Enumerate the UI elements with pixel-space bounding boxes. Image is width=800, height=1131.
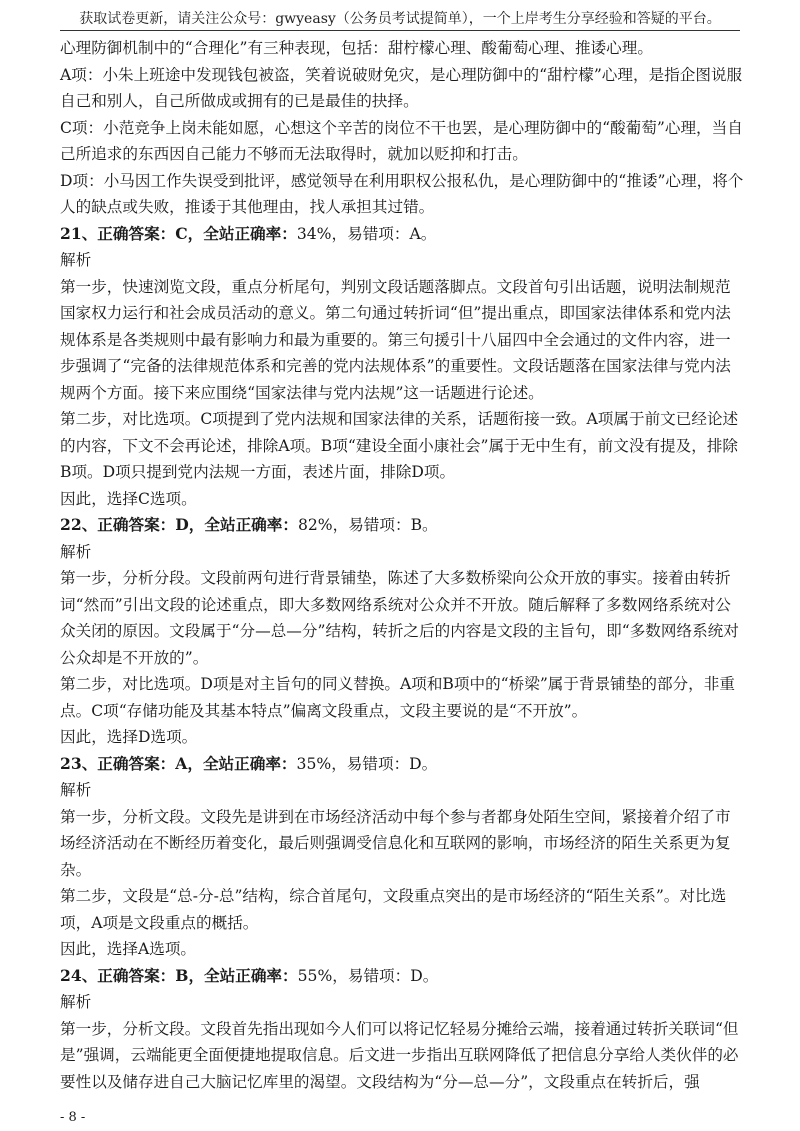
analysis-paragraph: 第二步，对比选项。C项提到了党内法规和国家法律的关系，话题衔接一致。A项属于前文已经论述的内容，下文不会再论述，排除A项。B项“建设全面小康社会”属于无中生有，前文没有提及，排除B项。D项只提到党内法规一方面，表述片面，排除D项。	[60, 410, 739, 481]
analysis-label: 解析	[60, 781, 92, 799]
answer-rest: 55%，易错项：D。	[297, 966, 439, 985]
question-section-21	[60, 221, 744, 513]
intro-line: A项：小朱上班途中发现钱包被盗，笑着说破财免灾，是心理防御中的“甜柠檬”心理，是指企图说服自己和别人，自己所做成或拥有的已是最佳的抉择。	[60, 65, 743, 110]
intro-line: C项：小范竞争上岗未能如愿，心想这个辛苦的岗位不干也罢，是心理防御中的“酸葡萄”心理，当自己所追求的东西因自己能力不够而无法取得时，就加以贬抑和打击。	[60, 118, 743, 163]
answer-line	[60, 512, 744, 539]
page-number: - 8 -	[60, 1110, 86, 1125]
answer-line	[60, 963, 744, 990]
page-header	[60, 8, 740, 31]
conclusion: 因此，选择C选项。	[60, 489, 197, 508]
analysis-paragraph: 第一步，分析文段。文段首先指出现如今人们可以将记忆轻易分摊给云端，接着通过转折关联词“但是”强调，云端能更全面便捷地提取信息。后文进一步指出互联网降低了把信息分享给人类伙伴的必要性以及储存进自己大脑记忆库里的渴望。文段结构为“分—总—分”，文段重点在转折后，强	[60, 1019, 739, 1091]
header-notice: 获取试卷更新，请关注公众号：gwyeasy（公务员考试提简单），一个上岸考生分享经验和答疑的平台。	[79, 11, 721, 27]
answer-rest: 35%，易错项：D。	[296, 754, 438, 773]
analysis-paragraph: 第一步，分析分段。文段前两句进行背景铺垫，陈述了大多数桥梁向公众开放的事实。接着由转折词“然而”引出文段的论述重点，即大多数网络系统对公众并不开放。随后解释了多数网络系统对公众关闭的原因。文段属于“分—总—分”结构，转折之后的内容是文段的主旨句，即“多数网络系统对公众却是不开放的”。	[60, 569, 739, 667]
answer-line	[60, 221, 744, 248]
conclusion: 因此，选择A选项。	[60, 940, 197, 958]
analysis-label: 解析	[60, 542, 92, 561]
answer-label: 21、正确答案：C，全站正确率：	[60, 223, 297, 243]
answer-rest: 82%，易错项：B。	[297, 516, 438, 534]
question-section-23	[60, 751, 744, 963]
answer-label: 24、正确答案：B，全站正确率：	[60, 965, 298, 985]
question-section-22	[60, 512, 744, 751]
analysis-label: 解析	[60, 993, 92, 1011]
analysis-paragraph: 第二步，对比选项。D项是对主旨句的同义替换。A项和B项中的“桥梁”属于背景铺垫的部分，非重点。C项“存储功能及其基本特点”偏离文段重点，文段主要说的是“不开放”。	[60, 675, 735, 720]
analysis-paragraph: 第一步，快速浏览文段，重点分析尾句，判别文段话题落脚点。文段首句引出话题，说明法制规范国家权力运行和社会成员活动的意义。第二句通过转折词“但”提出重点，即国家法律体系和党内法规体系是各类规则中最有影响力和最为重要的。第三句援引十八届四中全会通过的文件内容，进一步强调了“完备的法律规范体系和完善的党内法规体系”的重要性。文段话题落在国家法律与党内法规两个方面。接下来应围绕“国家法律与党内法规”这一话题进行论述。	[60, 277, 731, 402]
analysis-label: 解析	[60, 251, 92, 269]
answer-line	[60, 751, 744, 778]
intro-line: D项：小马因工作失误受到批评，感觉领导在利用职权公报私仇，是心理防御中的“推诿”心理，将个人的缺点或失败，推诿于其他理由，找人承担其过错。	[60, 171, 744, 216]
analysis-paragraph: 第一步，分析文段。文段先是讲到在市场经济活动中每个参与者都身处陌生空间，紧接着介绍了市场经济活动在不断经历着变化，最后则强调受信息化和互联网的影响，市场经济的陌生关系更为复杂。	[60, 807, 731, 879]
analysis-paragraph: 第二步，文段是“总-分-总”结构，综合首尾句，文段重点突出的是市场经济的“陌生关系”。对比选项，A项是文段重点的概括。	[60, 887, 727, 932]
answer-label: 22、正确答案：D，全站正确率：	[60, 515, 298, 534]
answer-rest: 34%，易错项：A。	[296, 224, 437, 243]
answer-label: 23、正确答案：A，全站正确率：	[60, 753, 297, 773]
conclusion: 因此，选择D选项。	[60, 728, 198, 746]
question-section-24	[60, 963, 744, 1096]
document-body	[60, 35, 744, 1095]
intro-line: 心理防御机制中的“合理化”有三种表现，包括：甜柠檬心理、酸葡萄心理、推诿心理。	[60, 39, 653, 57]
